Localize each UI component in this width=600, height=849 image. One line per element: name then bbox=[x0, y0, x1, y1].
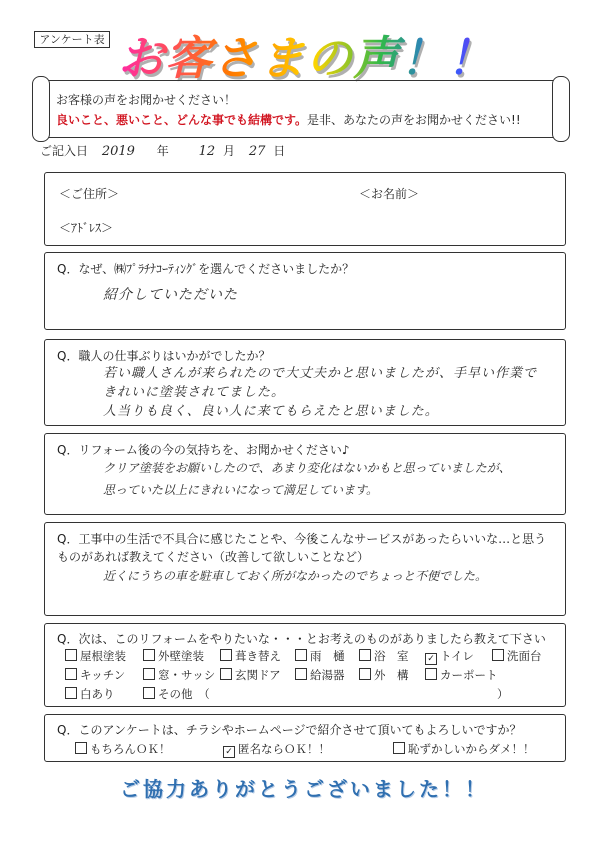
checkbox[interactable] bbox=[492, 649, 504, 661]
option-carport[interactable] bbox=[425, 667, 498, 683]
option-label: 浴 室 bbox=[374, 649, 409, 663]
checkbox[interactable] bbox=[295, 668, 307, 680]
checkbox[interactable] bbox=[393, 742, 405, 754]
question-2-answer-line[interactable]: きれいに塗装されてました。 bbox=[103, 385, 286, 400]
option-other[interactable] bbox=[143, 686, 210, 702]
option-label: 白あり bbox=[80, 687, 115, 701]
option-anonymous-ok[interactable] bbox=[223, 741, 330, 758]
checkbox[interactable] bbox=[143, 687, 155, 699]
question-2-text: Q．職人の仕事ぶりはいかがでしたか？ bbox=[57, 349, 271, 363]
option-exterior[interactable] bbox=[359, 667, 409, 683]
option-label: カーポート bbox=[440, 668, 498, 682]
name-label: ＜お名前＞ bbox=[359, 187, 420, 201]
question-4-text-line-1: Q．工事中の生活で不具合に感じたことや、今後こんなサービスがあったらいいな…と思う bbox=[57, 532, 547, 546]
option-label: 洗面台 bbox=[507, 649, 542, 663]
checkbox[interactable] bbox=[220, 649, 232, 661]
option-label: トイレ bbox=[440, 649, 474, 663]
checkbox[interactable] bbox=[359, 668, 371, 680]
survey-badge: アンケート表 bbox=[34, 31, 110, 48]
address-label: ＜ご住所＞ bbox=[59, 187, 120, 201]
question-6-text: Q．このアンケートは、チラシやホームページで紹介させて頂いてもよろしいですか？ bbox=[57, 723, 522, 737]
option-bathroom[interactable] bbox=[359, 648, 409, 664]
option-label: 雨 樋 bbox=[310, 649, 345, 663]
entry-date bbox=[40, 142, 285, 159]
question-1-text: Q．なぜ、㈱ﾌﾟﾗﾁﾅｺｰﾃｨﾝｸﾞを選んでくださいましたか？ bbox=[57, 262, 355, 276]
checkbox[interactable] bbox=[65, 687, 77, 699]
checkbox-checked[interactable]: ✓ bbox=[223, 746, 235, 758]
question-4-answer[interactable]: 近くにうちの車を駐車しておく所がなかったのでちょっと不便でした。 bbox=[103, 569, 488, 583]
checkbox[interactable] bbox=[295, 649, 307, 661]
option-reroofing[interactable] bbox=[220, 648, 281, 664]
intro-rest: 是非、あなたの声をお聞かせください!! bbox=[307, 113, 521, 127]
option-label: 恥ずかしいからダメ！！ bbox=[408, 742, 535, 756]
question-5 bbox=[44, 623, 566, 707]
question-1-answer[interactable]: 紹介していただいた bbox=[103, 287, 238, 303]
question-2-answer-line[interactable]: 若い職人さんが来られたので大丈夫かと思いましたが、手早い作業で bbox=[103, 366, 538, 381]
question-3-text: Q．リフォーム後の今の気持ちを、お聞かせください♪ bbox=[57, 443, 350, 457]
option-label: キッチン bbox=[80, 668, 126, 682]
option-window[interactable] bbox=[143, 667, 215, 683]
date-day[interactable]: 27 bbox=[248, 144, 266, 159]
question-5-text: Q．次は、このリフォームをやりたいな・・・とお考えのものがありましたら教えて下さい bbox=[57, 632, 546, 646]
thanks-message: ご協力ありがとうございました！！ bbox=[120, 777, 488, 801]
day-unit: 日 bbox=[273, 144, 286, 158]
option-label: 葺き替え bbox=[235, 649, 281, 663]
checkbox[interactable] bbox=[425, 668, 437, 680]
option-gutter[interactable] bbox=[295, 648, 345, 664]
option-label: 外壁塗装 bbox=[158, 649, 204, 663]
option-label: 給湯器 bbox=[310, 668, 345, 682]
option-label: もちろんＯＫ！ bbox=[90, 742, 171, 756]
checkbox[interactable] bbox=[143, 649, 155, 661]
intro-line-1: お客様の声をお聞かせください！ bbox=[56, 93, 237, 107]
page-title: お客さまの声！！ bbox=[118, 22, 494, 88]
question-4 bbox=[44, 522, 566, 616]
contact-section bbox=[44, 172, 566, 246]
question-1 bbox=[44, 252, 566, 330]
option-other-close: ） bbox=[497, 687, 509, 701]
option-roof-paint[interactable] bbox=[65, 648, 126, 664]
checkbox[interactable] bbox=[75, 742, 87, 754]
option-label: 匿名ならＯＫ！！ bbox=[238, 742, 330, 756]
checkbox-checked[interactable]: ✓ bbox=[425, 653, 437, 665]
option-label: 屋根塗装 bbox=[80, 649, 126, 663]
question-3-answer-line[interactable]: 思っていた以上にきれいになって満足しています。 bbox=[103, 483, 379, 497]
question-3-answer-line[interactable]: クリア塗装をお願いしたので、あまり変化はないかもと思っていましたが、 bbox=[103, 461, 511, 475]
question-6 bbox=[44, 714, 566, 762]
option-water-heater[interactable] bbox=[295, 667, 345, 683]
question-2 bbox=[44, 339, 566, 426]
option-label: その他 （ bbox=[158, 687, 210, 701]
option-kitchen[interactable] bbox=[65, 667, 125, 683]
option-washbasin[interactable] bbox=[492, 648, 542, 664]
intro-banner bbox=[40, 80, 562, 138]
option-entrance-door[interactable] bbox=[220, 667, 281, 683]
option-termite[interactable] bbox=[65, 686, 115, 702]
checkbox[interactable] bbox=[143, 668, 155, 680]
checkbox[interactable] bbox=[65, 649, 77, 661]
option-label: 玄関ドア bbox=[235, 668, 281, 682]
month-unit: 月 bbox=[222, 144, 235, 158]
scroll-curl-right bbox=[552, 76, 570, 142]
option-wall-paint[interactable] bbox=[143, 648, 204, 664]
option-ok[interactable] bbox=[75, 741, 171, 757]
question-4-text-line-2: ものがあれば教えてください（改善して欲しいことなど） bbox=[57, 550, 370, 564]
option-label: 窓・サッシ bbox=[158, 668, 216, 682]
year-unit: 年 bbox=[156, 144, 169, 158]
question-3 bbox=[44, 433, 566, 515]
intro-line-2 bbox=[56, 111, 521, 128]
checkbox[interactable] bbox=[220, 668, 232, 680]
question-2-answer-line[interactable]: 人当りも良く、良い人に来てもらえたと思いました。 bbox=[103, 404, 439, 419]
scroll-curl-left bbox=[32, 76, 50, 142]
option-no[interactable] bbox=[393, 741, 535, 757]
date-month[interactable]: 12 bbox=[198, 144, 216, 159]
intro-emphasis: 良いこと、悪いこと、どんな事でも結構です。 bbox=[56, 113, 308, 127]
option-label: 外 構 bbox=[374, 668, 409, 682]
checkbox[interactable] bbox=[65, 668, 77, 680]
checkbox[interactable] bbox=[359, 649, 371, 661]
option-toilet[interactable] bbox=[425, 648, 474, 665]
date-year[interactable]: 2019 bbox=[101, 144, 135, 159]
email-label: ＜ｱﾄﾞﾚｽ＞ bbox=[59, 221, 114, 235]
date-label: ご記入日 bbox=[40, 144, 89, 158]
